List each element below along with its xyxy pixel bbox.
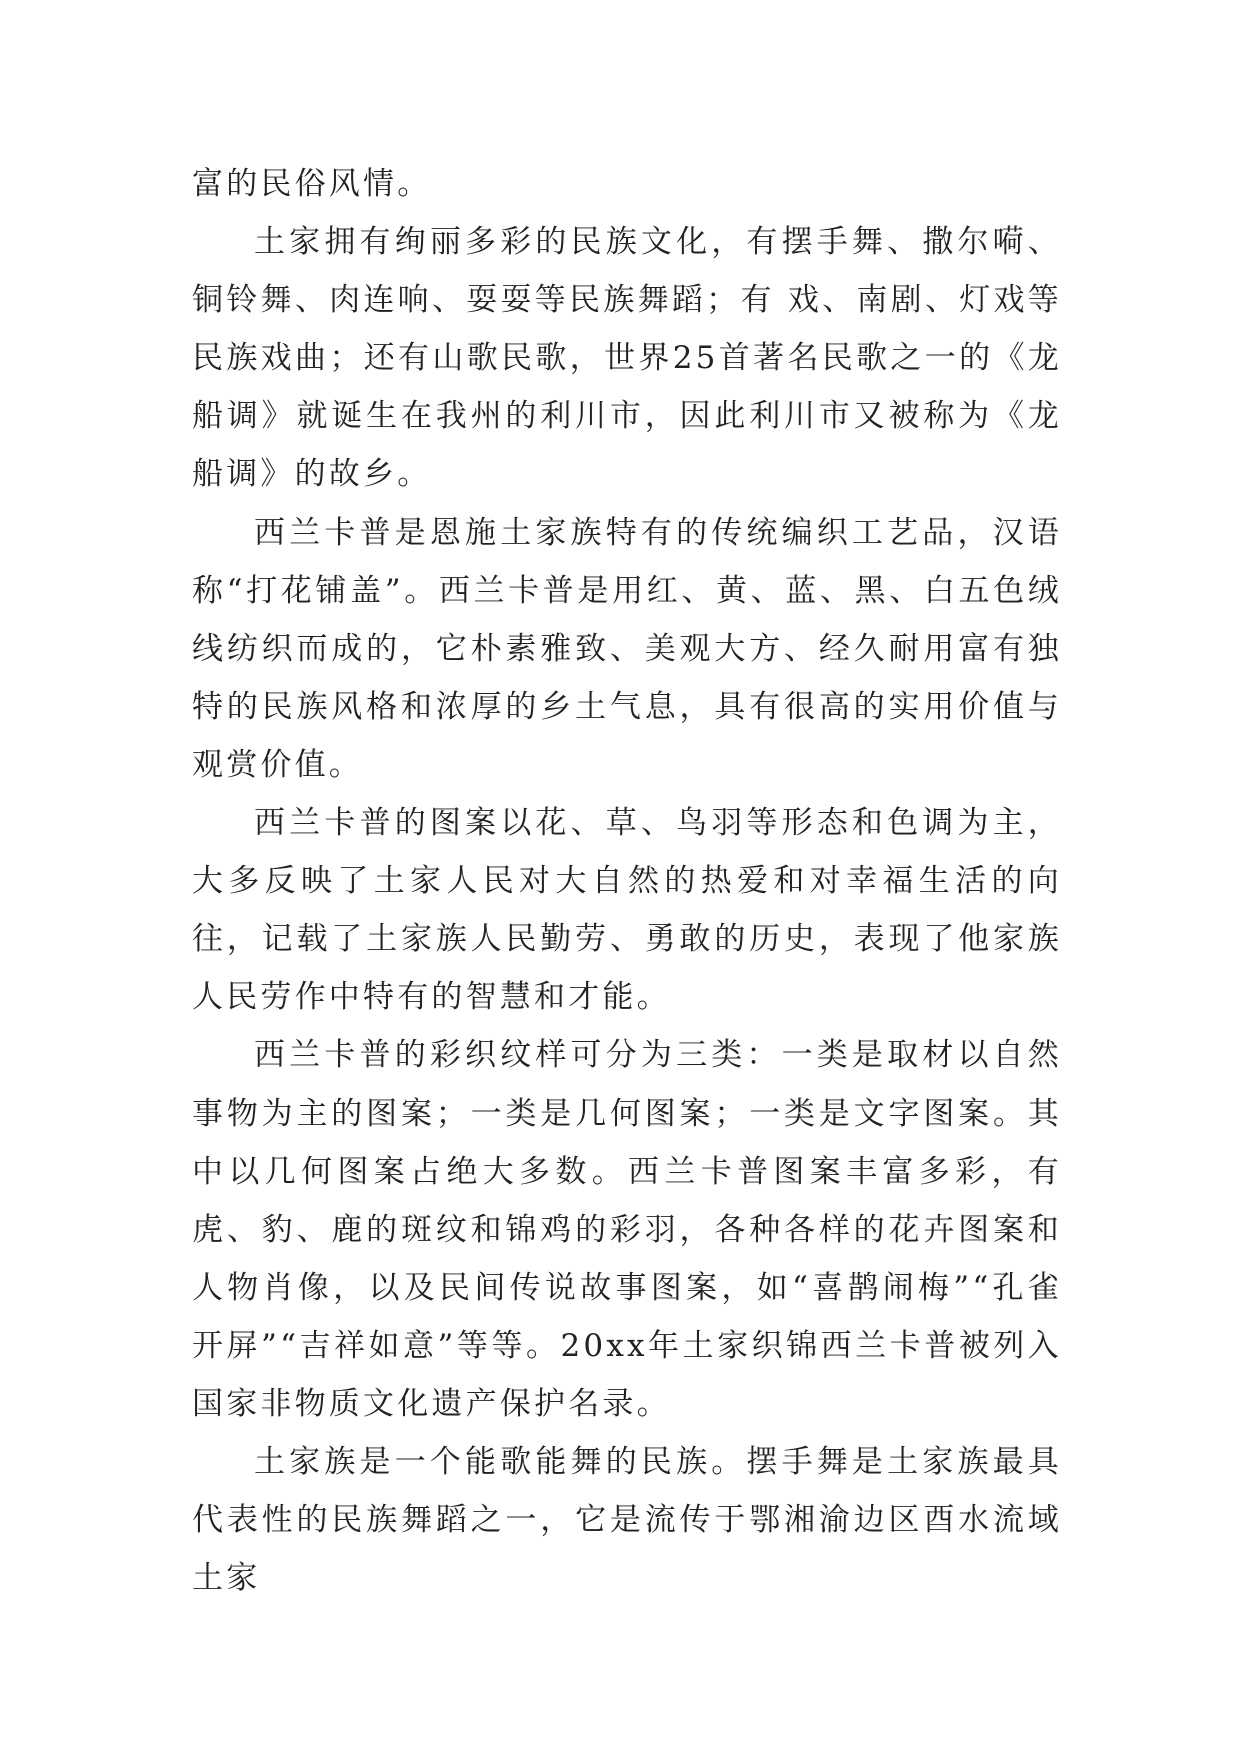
paragraph-hand-waving-dance: 土家族是一个能歌能舞的民族。摆手舞是土家族最具代表性的民族舞蹈之一，它是流传于鄂湘渝边区酉水流域土家 — [192, 1444, 1062, 1597]
paragraph-tujia-culture: 土家拥有绚丽多彩的民族文化，有摆手舞、撒尔嗬、铜铃舞、肉连响、耍耍等民族舞蹈；有 戏、南剧、灯戏等民族戏曲；还有山歌民歌，世界25首著名民歌之一的《龙船调》就诞生在我州的利川市，因此利川市又被称为《龙船调》的故乡。 — [192, 224, 1062, 493]
paragraph-xilankapu-categories: 西兰卡普的彩织纹样可分为三类：一类是取材以自然事物为主的图案；一类是几何图案；一类是文字图案。其中以几何图案占绝大多数。西兰卡普图案丰富多彩，有虎、豹、鹿的斑纹和锦鸡的彩羽，各种各样的花卉图案和人物肖像，以及民间传说故事图案，如“喜鹊闹梅”“孔雀开屏”“吉祥如意”等等。20xx年土家织锦西兰卡普被列入国家非物质文化遗产保护名录。 — [192, 1037, 1062, 1422]
paragraph-xilankapu-patterns: 西兰卡普的图案以花、草、鸟羽等形态和色调为主，大多反映了土家人民对大自然的热爱和对幸福生活的向往，记载了土家族人民勤劳、勇敢的历史，表现了他家族人民劳作中特有的智慧和才能。 — [192, 805, 1062, 1016]
paragraph-xilankapu-intro: 西兰卡普是恩施土家族特有的传统编织工艺品，汉语称“打花铺盖”。西兰卡普是用红、黄、蓝、黑、白五色绒线纺织而成的，它朴素雅致、美观大方、经久耐用富有独特的民族风格和浓厚的乡土气息，具有很高的实用价值与观赏价值。 — [192, 514, 1062, 783]
paragraph-continuation: 富的民俗风情。 — [192, 166, 432, 202]
document-body — [192, 155, 1062, 1607]
